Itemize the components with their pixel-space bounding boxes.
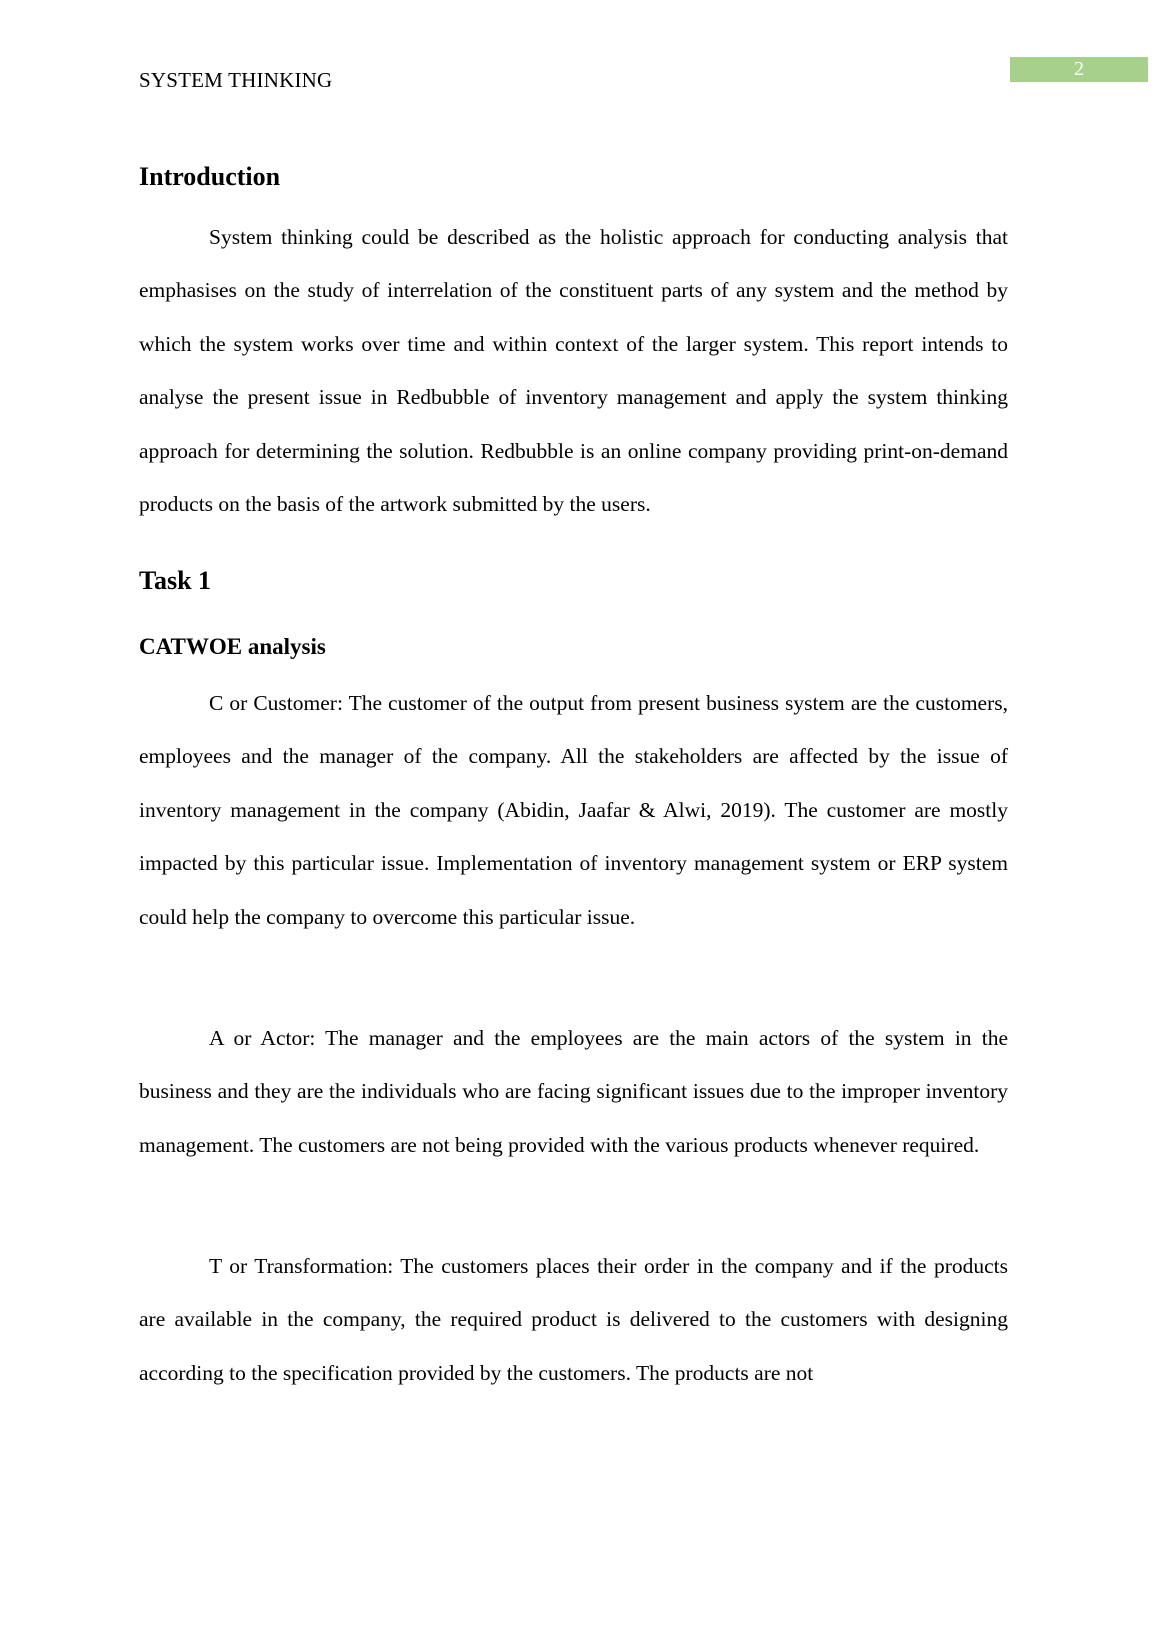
heading-task-1: Task 1 — [139, 566, 212, 595]
paragraph-actor: A or Actor: The manager and the employees are the main actors of the system in the business and they are the individuals who are facing significant issues due to the improper inventory management. The customers are not being provided with the various products whenever required. — [139, 1026, 1008, 1157]
heading-introduction: Introduction — [139, 162, 281, 191]
paragraph-customer: C or Customer: The customer of the output from present business system are the customers, employees and the manager of the company. All the stakeholders are affected by the issue of inventory management in the company (Abidin, Jaafar & Alwi, 2019). The customer are mostly impacted by this particular issue. Implementation of inventory management system or ERP system could help the company to overcome this particular issue. — [139, 691, 1008, 929]
paragraph-transformation: T or Transformation: The customers places their order in the company and if the products are available in the company, the required product is delivered to the customers with designing according to the specification provided by the customers. The products are not — [139, 1254, 1008, 1385]
heading-catwoe-analysis: CATWOE analysis — [139, 634, 326, 659]
page-number: 2 — [1010, 57, 1148, 82]
running-head: SYSTEM THINKING — [139, 68, 333, 92]
paragraph-introduction: System thinking could be described as the holistic approach for conducting analysis that emphasises on the study of interrelation of the constituent parts of any system and the method by which the system works over time and within context of the larger system. This report intends to analyse the present issue in Redbubble of inventory management and apply the system thinking approach for determining the solution. Redbubble is an online company providing print-on-demand products on the basis of the artwork submitted by the users. — [139, 225, 1008, 517]
